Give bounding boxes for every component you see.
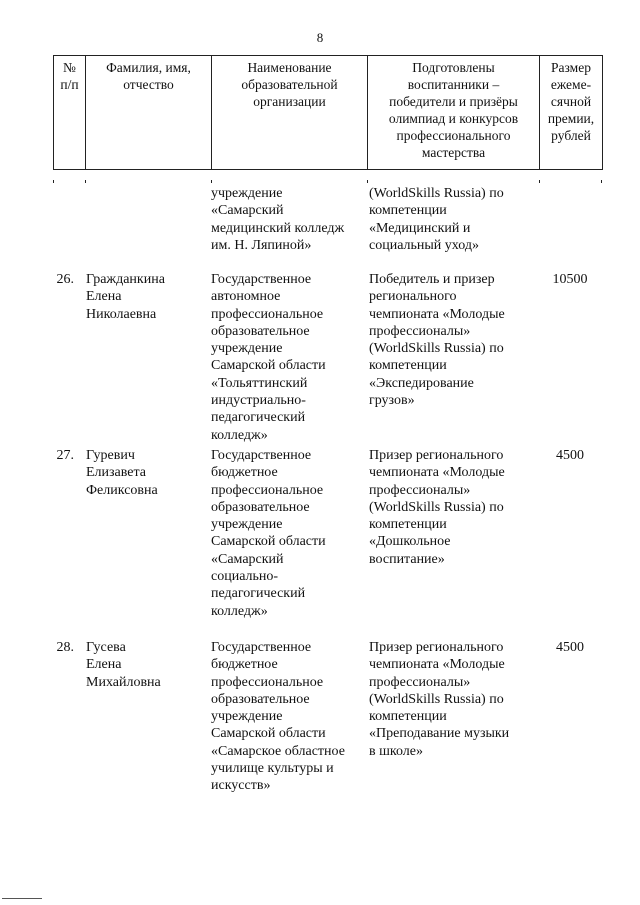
row-bonus-amount: 4500 (556, 448, 584, 463)
column-divider (53, 180, 54, 183)
row-achievement: Победитель и призер регионального чемпионата «Молодые профессионалы» (WorldSkills Russia) по компетенции «Экспедирование грузов» (369, 272, 505, 409)
column-divider (539, 180, 540, 183)
continuation-achievement: (WorldSkills Russia) по компетенции «Медицинский и социальный уход» (369, 186, 504, 253)
row-number: 26. (56, 272, 74, 287)
row-achievement: Призер регионального чемпионата «Молодые профессионалы» (WorldSkills Russia) по компетенции «Преподавание музыки в школе» (369, 640, 510, 759)
header-name: Фамилия, имя, отчество (86, 56, 212, 170)
row-organization: Государственное бюджетное профессиональное образовательное учреждение Самарской области «Самарское областное училище культуры и искусств» (211, 640, 345, 794)
row-number: 28. (56, 640, 74, 655)
row-bonus-amount: 4500 (556, 640, 584, 655)
table-header (53, 55, 603, 170)
page-number: 8 (316, 30, 324, 45)
row-organization: Государственное бюджетное профессиональное образовательное учреждение Самарской области «Самарский социально- педагогический колледж» (211, 448, 326, 619)
row-full-name: Гражданкина Елена Николаевна (86, 272, 165, 322)
column-divider (601, 180, 602, 183)
row-full-name: Гусева Елена Михайловна (86, 640, 161, 690)
column-divider (85, 180, 86, 183)
header-bonus-amount: Размер ежеме- сячной премии, рублей (540, 56, 603, 170)
header-achievement: Подготовлены воспитанники – победители и призёры олимпиад и конкурсов профессионального мастерства (368, 56, 540, 170)
scan-edge-line (2, 898, 42, 899)
row-organization: Государственное автономное профессиональное образовательное учреждение Самарской области «Тольяттинский индустриально- педагогический колледж» (211, 272, 326, 443)
row-achievement: Призер регионального чемпионата «Молодые профессионалы» (WorldSkills Russia) по компетенции «Дошкольное воспитание» (369, 448, 505, 567)
column-divider (367, 180, 368, 183)
header-number: № п/п (54, 56, 86, 170)
header-organization: Наименование образовательной организации (212, 56, 368, 170)
row-full-name: Гуревич Елизавета Феликсовна (86, 448, 158, 498)
column-divider (211, 180, 212, 183)
row-bonus-amount: 10500 (552, 272, 588, 287)
continuation-organization: учреждение «Самарский медицинский колледж им. Н. Ляпиной» (211, 186, 345, 253)
row-number: 27. (56, 448, 74, 463)
